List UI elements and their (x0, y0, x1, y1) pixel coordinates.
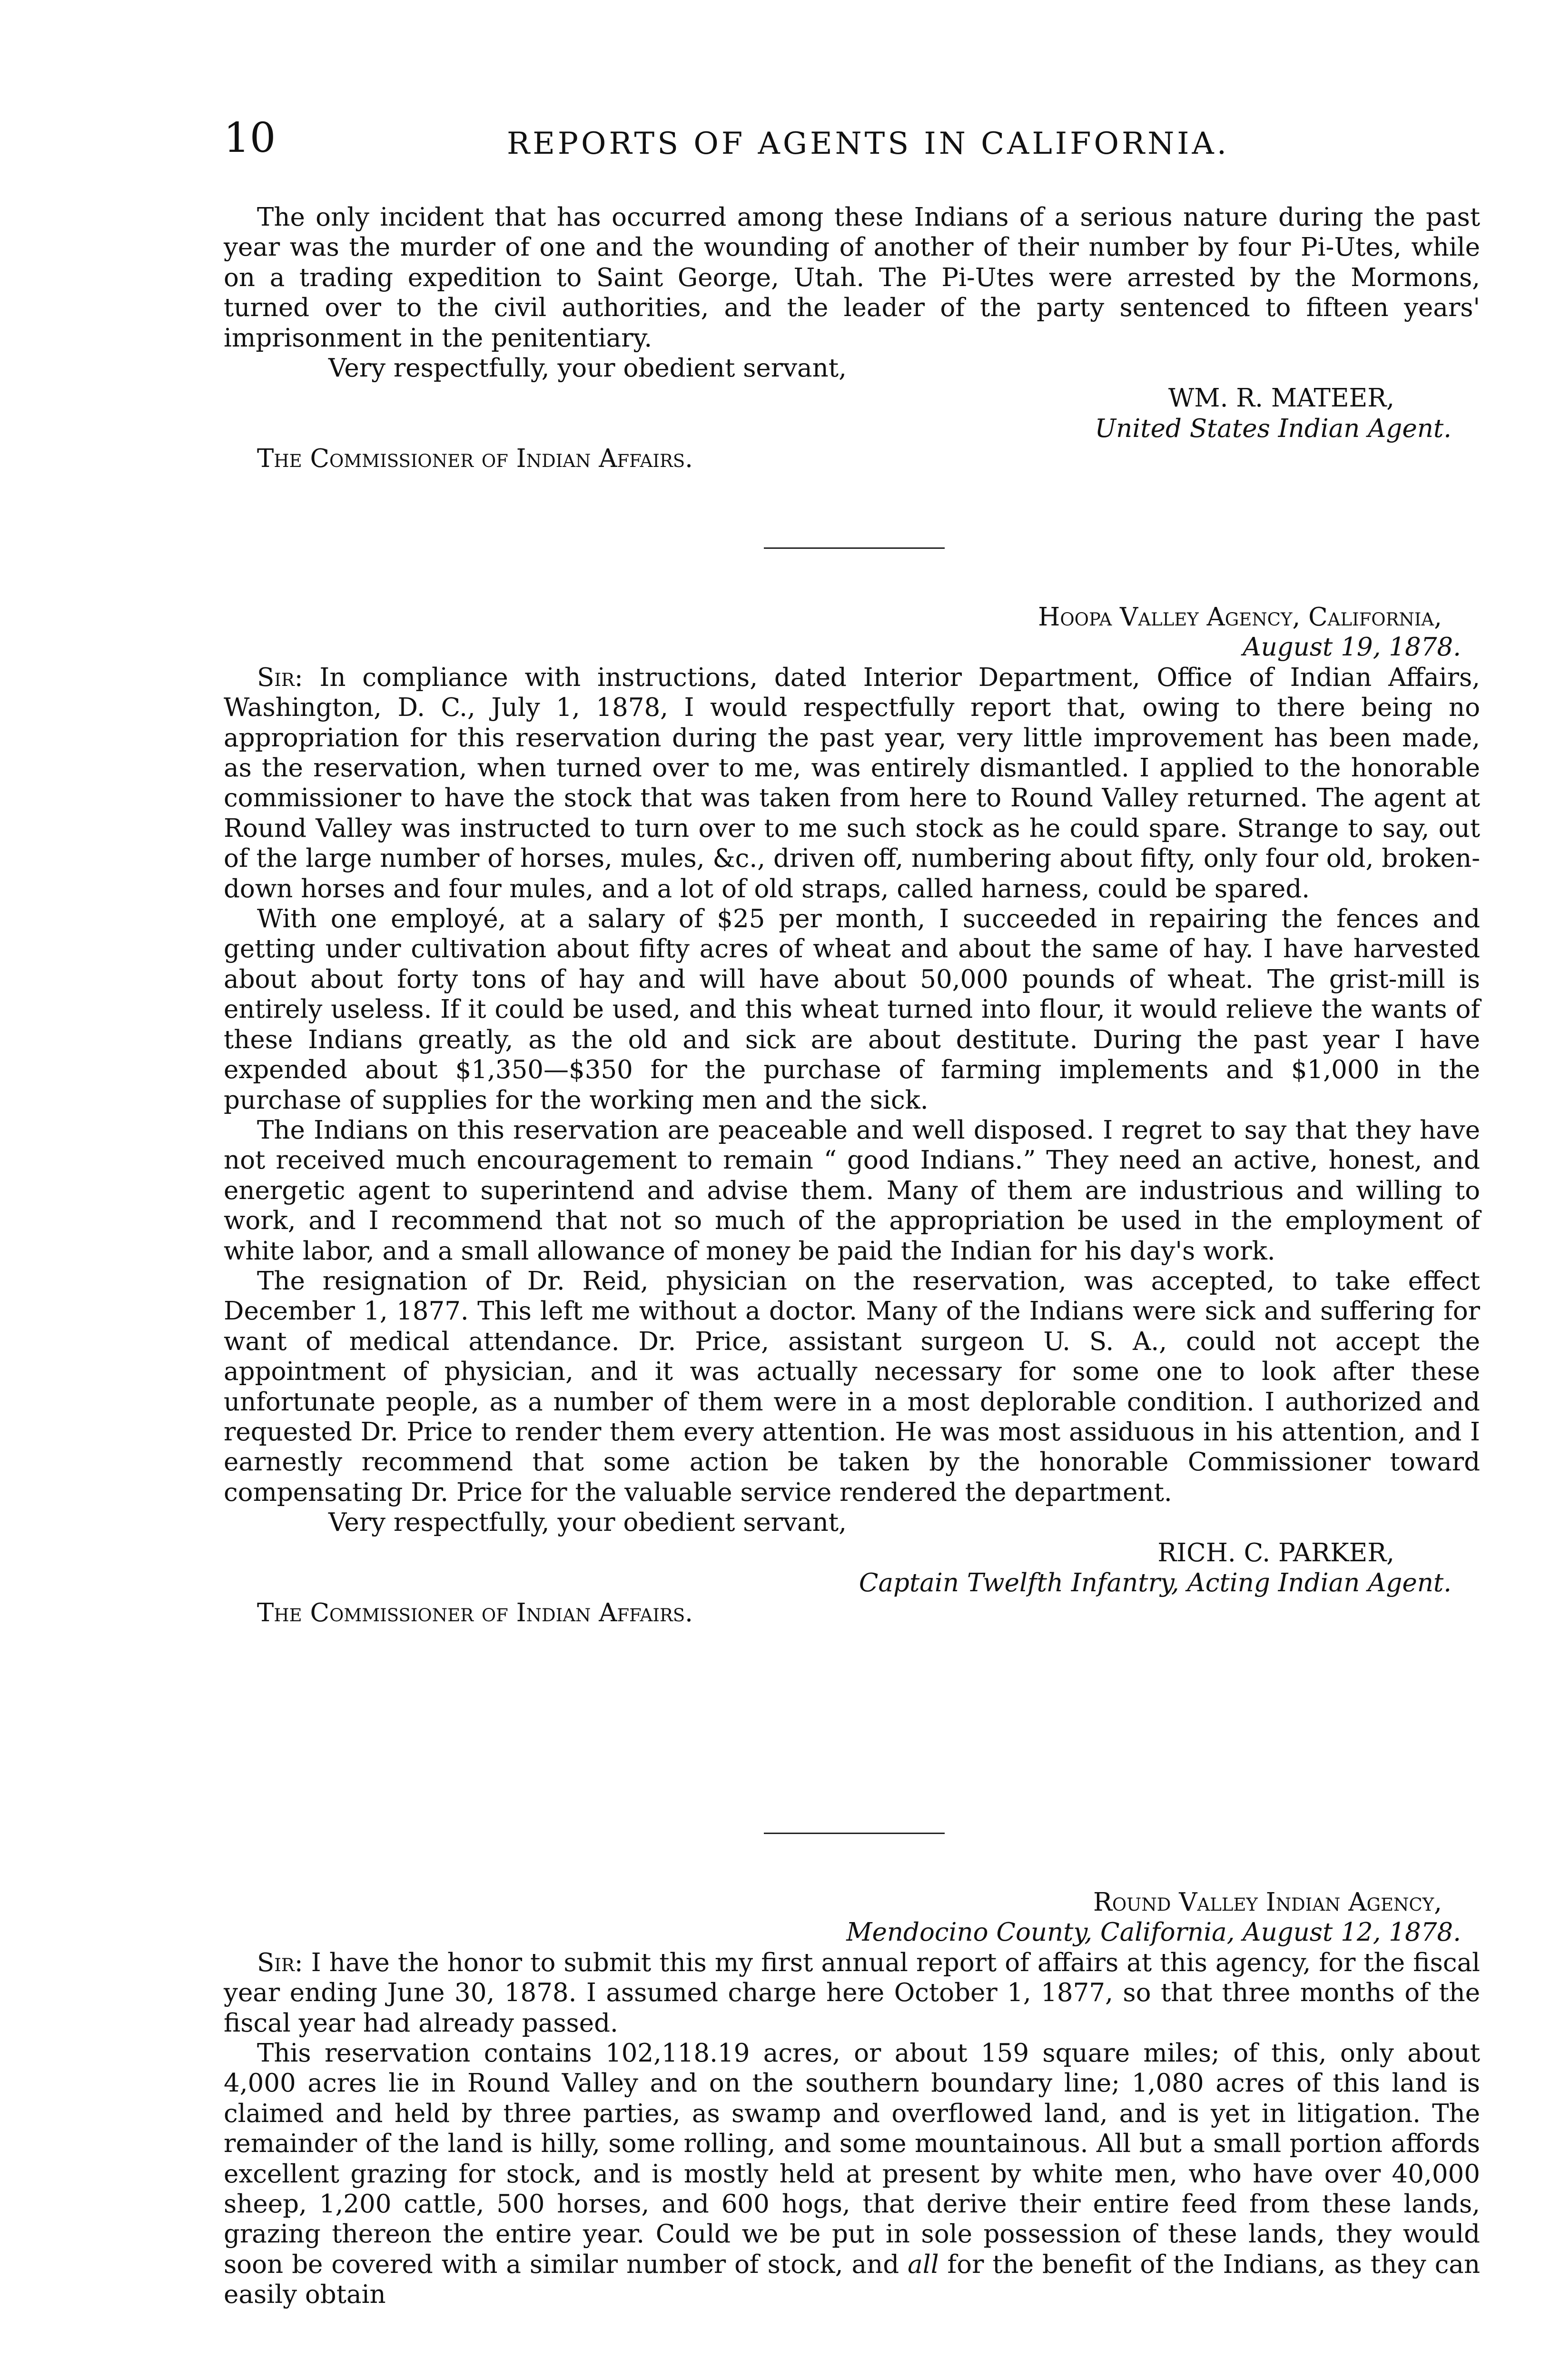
agency-name (224, 1887, 1480, 1917)
salutation: Sir: (257, 1948, 303, 1977)
signature-name (224, 1538, 1480, 1568)
running-head: REPORTS OF AGENTS IN CALIFORNIA. (507, 126, 1230, 161)
paragraph: With one employé, at a salary of $25 per month, I succeeded in repairing the fences and getting under cultivation about fifty acres of wheat and about the same of hay. I have harvested about about forty tons of hay and will have about 50,000 pounds of wheat. The grist-mill is entirely useless. If it could be used, and this wheat turned into flour, it would relieve the wants of these Indians greatly, as the old and sick are about destitute. During the past year I have expended about $1,350—$350 for the purchase of farming implements and $1,000 in the purchase of supplies for the working men and the sick. (224, 904, 1480, 1115)
report-date (224, 632, 1480, 662)
signature-title: United States Indian Agent. (1095, 414, 1452, 443)
page-number: 10 (224, 114, 276, 162)
agency-name (224, 602, 1480, 632)
page-header (224, 114, 1480, 167)
paragraph (224, 2038, 1480, 2310)
paragraph: The resignation of Dr. Reid, physician on the reservation, was accepted, to take effect December 1, 1877. This left me without a doctor. Many of the Indians were sick and suffering for want of medical attendance. Dr. Price, assistant surgeon U. S. A., could not accept the appointment of physician, and it was actually necessary for some one to look after these unfortunate people, as a number of them were in a most deplorable condition. I authorized and requested Dr. Price to render them every attention. He was most assiduous in his attention, and I earnestly recommend that some action be taken by the honorable Commissioner toward compensating Dr. Price for the valuable service rendered the department. (224, 1266, 1480, 1507)
paragraph-text: In compliance with instructions, dated Interior Department, Office of Indian Affairs, Washington, D. C., July 1, 1878, I would respectfully report that, owing to there being no appropriation for this reservation during the past year, very little improvement has been made, as the reservation, when turned over to me, was entirely dismantled. I applied to the honorable commissioner to have the stock that was taken from here to Round Valley returned. The agent at Round Valley was instructed to turn over to me such stock as he could spare. Strange to say, out of the large number of horses, mules, &c., driven off, numbering about fifty, only four old, broken-down horses and four mules, and a lot of old straps, called harness, could be spared. (224, 663, 1480, 903)
report-date-text: August 19, 1878. (1243, 633, 1461, 662)
paragraph (224, 663, 1480, 904)
emphasis: all (908, 2250, 939, 2279)
addressee: The Commissioner of Indian Affairs. (257, 444, 693, 474)
report-date-text: Mendocino County, California, August 12, 1878. (846, 1918, 1461, 1947)
report-round-valley (224, 1887, 1480, 2310)
salutation: Sir: (257, 663, 303, 692)
paragraph (224, 1948, 1480, 2038)
agency-name-text: Round Valley Indian Agency, (1093, 1888, 1442, 1917)
agency-name-text: Hoopa Valley Agency, California, (1038, 603, 1442, 632)
paragraph-text: for the benefit of the Indians, as they can easily obtain (224, 2250, 1481, 2310)
paragraph-incident: The only incident that has occurred among these Indians of a serious nature during the past year was the murder of one and the wounding of another of their number by four Pi-Utes, while on a trading expedition to Saint George, Utah. The Pi-Utes were arrested by the Mormons, turned over to the civil authorities, and the leader of the party sentenced to fifteen years' imprisonment in the penitentiary. (224, 203, 1480, 353)
paragraph-text: This reservation contains 102,118.19 acres, or about 159 square miles; of this, only about 4,000 acres lie in Round Valley and on the southern boundary line; 1,080 acres of this land is claimed and held by three parties, as swamp and overflowed land, and is yet in litigation. The remainder of the land is hilly, some rolling, and some mountainous. All but a small portion affords excellent grazing for stock, and is mostly held at present by white men, who have over 40,000 sheep, 1,200 cattle, 500 horses, and 600 hogs, that derive their entire feed from these lands, grazing thereon the entire year. Could we be put in sole possession of these lands, they would soon be covered with a similar number of stock, and (224, 2039, 1480, 2279)
paragraph-text: I have the honor to submit this my first annual report of affairs at this agency, for the fiscal year ending June 30, 1878. I assumed charge here October 1, 1877, so that three months of the fiscal year had already passed. (224, 1948, 1480, 2038)
closing-line: Very respectfully, your obedient servant, (328, 1508, 847, 1537)
addressee: The Commissioner of Indian Affairs. (257, 1598, 693, 1628)
closing-line: Very respectfully, your obedient servant, (328, 354, 847, 383)
signature-title: Captain Twelfth Infantry, Acting Indian Agent. (859, 1568, 1452, 1597)
section-divider (764, 1833, 945, 1834)
paragraph: The Indians on this reservation are peaceable and well disposed. I regret to say that they have not received much encouragement to remain “ good Indians.” They need an active, honest, and energetic agent to superintend and advise them. Many of them are industrious and willing to work, and I recommend that not so much of the appropriation be used in the employment of white labor, and a small allowance of money be paid the Indian for his day's work. (224, 1115, 1480, 1266)
section-divider (764, 547, 945, 549)
report-date (224, 1917, 1480, 1947)
signature-name (224, 383, 1480, 413)
signature-name-text: RICH. C. PARKER, (1157, 1538, 1394, 1567)
signature-name-text: WM. R. MATEER, (1168, 384, 1394, 413)
report-mateer (224, 202, 1480, 474)
report-hoopa-valley (224, 602, 1480, 1628)
